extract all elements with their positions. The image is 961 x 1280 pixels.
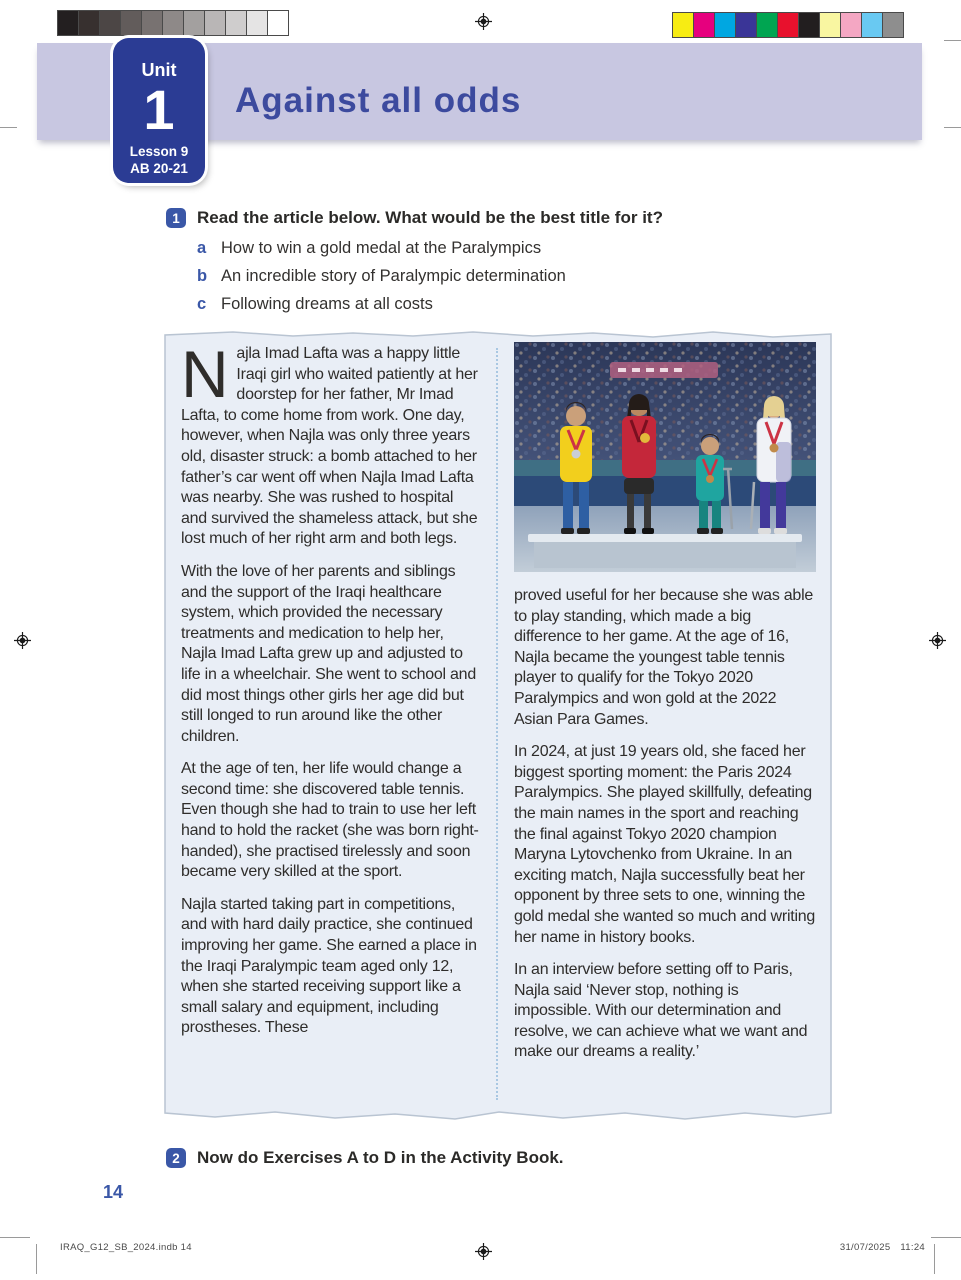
calibration-swatch (268, 11, 288, 35)
paragraph-text: ajla Imad Lafta was a happy little Iraqi girl who waited patiently at her doorstep for her father, Mr Imad Lafta, to come home from work. One day, however, when Najla was only three years old, disaster struck: a bomb attached to her father’s car went off when Najla Imad Lafta was nearby. She was rushed to hospital and survived the shameless attack, but she lost much of her right arm and both legs. (181, 345, 478, 548)
crop-mark (944, 127, 961, 128)
calibration-swatch (142, 11, 163, 35)
calibration-swatch (163, 11, 184, 35)
footer-time: 11:24 (900, 1242, 925, 1253)
registration-mark-icon (929, 632, 946, 649)
calibration-swatch (247, 11, 268, 35)
option-text: An incredible story of Paralympic determination (221, 267, 566, 285)
exercise-number-badge: 1 (166, 208, 186, 228)
footer-date: 31/07/2025 (839, 1242, 891, 1253)
article-paragraph: With the love of her parents and siblings and the support of the Iraqi healthcare system, which provided the necessary treatments and medication to help her, Najla Imad Lafta grew up and adjusted to life in a wheelchair. She went to school and did most things other girls her age did but still longed to run around like the other children. (181, 562, 476, 745)
registration-mark-icon (475, 1243, 492, 1260)
grayscale-calibration-bar (57, 10, 289, 36)
option-c (197, 296, 846, 313)
calibration-swatch (736, 13, 757, 37)
option-text: Following dreams at all costs (221, 295, 433, 313)
crop-mark (36, 1244, 37, 1274)
footer-filename: IRAQ_G12_SB_2024.indb 14 (60, 1242, 192, 1253)
medal-ceremony-photo (514, 342, 816, 572)
registration-mark-icon (475, 13, 492, 30)
calibration-swatch (820, 13, 841, 37)
page-title: Against all odds (235, 81, 522, 120)
calibration-swatch (778, 13, 799, 37)
calibration-swatch (58, 11, 79, 35)
unit-label: Unit (141, 60, 177, 80)
calibration-swatch (79, 11, 100, 35)
article-paragraph: At the age of ten, her life would change a second time: she discovered table tennis. Even though she had to train to use her left hand to hold the racket (she was born right-handed), she practised tirelessly and soon became very skilled at the sport. (181, 760, 479, 881)
article-paragraph (181, 337, 483, 550)
exercise-instruction: Read the article below. What would be the best title for it? (197, 208, 663, 227)
unit-badge (113, 38, 205, 183)
option-text: How to win a gold medal at the Paralympics (221, 239, 542, 257)
exercise-1 (166, 208, 846, 324)
drop-cap: N (181, 337, 229, 411)
option-list (197, 240, 846, 313)
calibration-swatch (121, 11, 142, 35)
article-paragraph: proved useful for her because she was able to play standing, which made a big difference to her game. At the age of 16, Najla became the youngest table tennis player to qualify for the Tokyo 2020 Paralympics and won gold at the 2022 Asian Para Games. (514, 587, 814, 728)
photo-podium (528, 534, 802, 542)
article-paragraph: In 2024, at just 19 years old, she faced her biggest sporting moment: the Paris 2024 Paralympics. She played skillfully, defeating the main names in the sport and reaching the final against Tokyo 2020 champion Maryna Lytovchenko from Ukraine. In an exciting match, Najla successfully beat her opponent by three sets to one, winning the gold medal she wanted so much and writing her name in history books. (514, 743, 816, 946)
activity-book-ref: AB 20-21 (130, 161, 188, 177)
exercise-number-badge: 2 (166, 1148, 186, 1168)
option-a (197, 240, 846, 257)
registration-mark-icon (14, 632, 31, 649)
exercise-instruction: Now do Exercises A to D in the Activity Book. (197, 1148, 564, 1167)
calibration-swatch (883, 13, 903, 37)
crop-mark (0, 1237, 30, 1238)
calibration-swatch (799, 13, 820, 37)
calibration-swatch (862, 13, 883, 37)
column-divider (496, 348, 498, 1100)
article-column-left (181, 337, 483, 1051)
calibration-swatch (757, 13, 778, 37)
article-paragraph: Najla started taking part in competitions, and with hard daily practice, she continued improving her game. She earned a place in the Iraqi Paralympic team aged only 12, when she started receiving support like a small salary and equipment, including prostheses. These (181, 895, 477, 1037)
article-box (163, 328, 833, 1120)
option-b (197, 268, 846, 285)
crop-mark (931, 1237, 961, 1238)
calibration-swatch (673, 13, 694, 37)
page-number: 14 (103, 1182, 124, 1202)
calibration-swatch (841, 13, 862, 37)
crop-mark (934, 1244, 935, 1274)
option-letter: a (197, 239, 207, 257)
lesson-label: Lesson 9 (129, 144, 189, 160)
article-column-right (514, 342, 816, 1075)
crop-mark (0, 127, 17, 128)
calibration-swatch (205, 11, 226, 35)
article-paragraph: In an interview before setting off to Paris, Najla said ‘Never stop, nothing is impossible. With our determination and resolve, we can achieve what we want and make our dreams a reality.’ (514, 961, 808, 1061)
calibration-swatch (184, 11, 205, 35)
color-calibration-bar (672, 12, 904, 38)
footer-datetime (830, 1242, 925, 1253)
option-letter: c (197, 295, 207, 313)
crop-mark (944, 40, 961, 41)
calibration-swatch (694, 13, 715, 37)
exercise-2 (166, 1148, 846, 1168)
calibration-swatch (226, 11, 247, 35)
option-letter: b (197, 267, 208, 285)
calibration-swatch (100, 11, 121, 35)
unit-number: 1 (143, 78, 175, 141)
calibration-swatch (715, 13, 736, 37)
